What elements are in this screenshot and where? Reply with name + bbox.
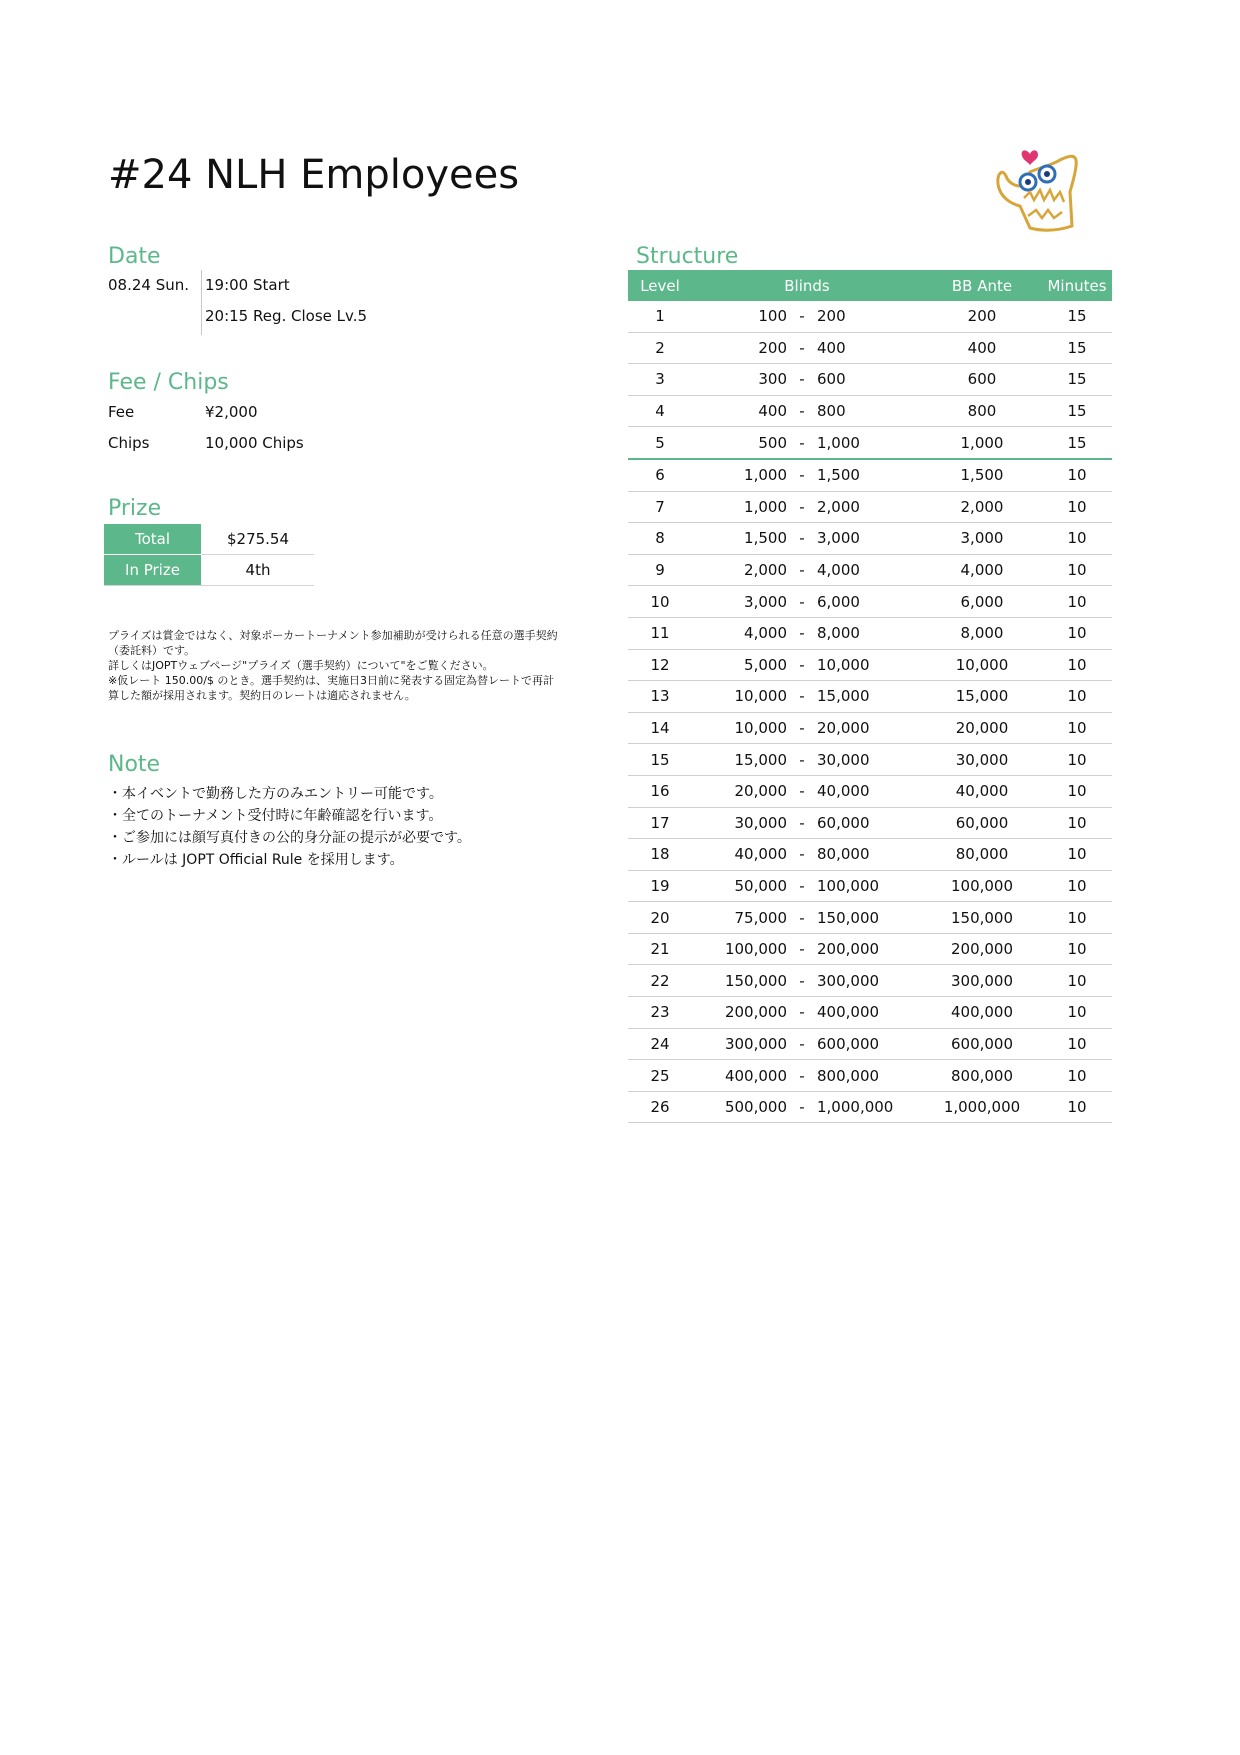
blind-separator: - [787, 681, 817, 713]
small-blind-cell: 400,000 [692, 1060, 787, 1092]
minutes-cell: 10 [1042, 617, 1112, 649]
minutes-cell: 10 [1042, 933, 1112, 965]
reg-close-time: 20:15 Reg. Close Lv.5 [205, 307, 368, 325]
note-item: ・ご参加には顔写真付きの公的身分証の提示が必要です。 [108, 830, 471, 846]
structure-row [628, 681, 1112, 713]
small-blind-cell: 10,000 [692, 681, 787, 713]
blind-separator: - [787, 965, 817, 997]
bb-ante-cell: 1,000,000 [922, 1091, 1042, 1123]
blind-separator: - [787, 775, 817, 807]
small-blind-cell: 75,000 [692, 902, 787, 934]
structure-row [628, 332, 1112, 364]
small-blind-cell: 100,000 [692, 933, 787, 965]
big-blind-cell: 80,000 [817, 839, 922, 871]
level-cell: 2 [628, 332, 692, 364]
big-blind-cell: 600 [817, 364, 922, 396]
mascot-logo [990, 146, 1090, 241]
big-blind-cell: 60,000 [817, 807, 922, 839]
small-blind-cell: 200 [692, 332, 787, 364]
level-cell: 7 [628, 491, 692, 523]
small-blind-cell: 1,000 [692, 459, 787, 491]
big-blind-cell: 4,000 [817, 554, 922, 586]
blind-separator: - [787, 554, 817, 586]
big-blind-cell: 20,000 [817, 712, 922, 744]
blind-separator: - [787, 712, 817, 744]
note-item: ・全てのトーナメント受付時に年齢確認を行います。 [108, 808, 443, 824]
bb-ante-cell: 2,000 [922, 491, 1042, 523]
bb-ante-cell: 80,000 [922, 839, 1042, 871]
blind-separator: - [787, 902, 817, 934]
bb-ante-cell: 150,000 [922, 902, 1042, 934]
bb-ante-cell: 60,000 [922, 807, 1042, 839]
prize-inprize-row [104, 555, 314, 586]
structure-row [628, 775, 1112, 807]
small-blind-cell: 400 [692, 395, 787, 427]
note-list [108, 783, 471, 871]
small-blind-cell: 50,000 [692, 870, 787, 902]
blind-separator: - [787, 364, 817, 396]
blind-separator: - [787, 870, 817, 902]
blind-separator: - [787, 395, 817, 427]
structure-row [628, 301, 1112, 332]
big-blind-cell: 400,000 [817, 997, 922, 1029]
big-blind-cell: 100,000 [817, 870, 922, 902]
bb-ante-cell: 4,000 [922, 554, 1042, 586]
minutes-cell: 10 [1042, 523, 1112, 555]
note-heading: Note [108, 752, 161, 777]
blind-separator: - [787, 523, 817, 555]
big-blind-cell: 6,000 [817, 586, 922, 618]
bb-ante-cell: 200,000 [922, 933, 1042, 965]
fine-print-line: ※仮レート 150.00/$ のとき。選手契約は、実施日3日前に発表する固定為替レートで再計 [108, 674, 554, 687]
structure-heading: Structure [636, 244, 739, 269]
col-minutes: Minutes [1042, 270, 1112, 301]
level-cell: 26 [628, 1091, 692, 1123]
bb-ante-cell: 600,000 [922, 1028, 1042, 1060]
big-blind-cell: 300,000 [817, 965, 922, 997]
structure-row [628, 649, 1112, 681]
level-cell: 1 [628, 301, 692, 332]
blind-separator: - [787, 744, 817, 776]
level-cell: 19 [628, 870, 692, 902]
big-blind-cell: 200 [817, 301, 922, 332]
small-blind-cell: 15,000 [692, 744, 787, 776]
note-item: ・本イベントで勤務した方のみエントリー可能です。 [108, 786, 443, 802]
structure-body [628, 301, 1112, 1123]
small-blind-cell: 500 [692, 427, 787, 459]
level-cell: 22 [628, 965, 692, 997]
minutes-cell: 15 [1042, 364, 1112, 396]
minutes-cell: 10 [1042, 681, 1112, 713]
bb-ante-cell: 1,000 [922, 427, 1042, 459]
small-blind-cell: 150,000 [692, 965, 787, 997]
prize-total-label: Total [104, 524, 202, 555]
minutes-cell: 15 [1042, 395, 1112, 427]
minutes-cell: 15 [1042, 301, 1112, 332]
big-blind-cell: 40,000 [817, 775, 922, 807]
col-level: Level [628, 270, 692, 301]
prize-total-value: $275.54 [202, 524, 315, 555]
structure-header-row [628, 270, 1112, 301]
chips-label: Chips [108, 434, 150, 452]
minutes-cell: 10 [1042, 712, 1112, 744]
structure-row [628, 617, 1112, 649]
structure-row [628, 933, 1112, 965]
structure-row [628, 1060, 1112, 1092]
fine-print-line: 算した額が採用されます。契約日のレートは適応されません。 [108, 689, 416, 702]
blind-separator: - [787, 617, 817, 649]
level-cell: 15 [628, 744, 692, 776]
big-blind-cell: 3,000 [817, 523, 922, 555]
level-cell: 24 [628, 1028, 692, 1060]
minutes-cell: 10 [1042, 1091, 1112, 1123]
blind-separator: - [787, 1091, 817, 1123]
structure-row [628, 491, 1112, 523]
level-cell: 18 [628, 839, 692, 871]
bb-ante-cell: 200 [922, 301, 1042, 332]
small-blind-cell: 200,000 [692, 997, 787, 1029]
bb-ante-cell: 40,000 [922, 775, 1042, 807]
event-date: 08.24 Sun. [108, 276, 190, 294]
structure-row [628, 902, 1112, 934]
bb-ante-cell: 600 [922, 364, 1042, 396]
big-blind-cell: 800,000 [817, 1060, 922, 1092]
prize-total-row [104, 524, 314, 555]
blind-separator: - [787, 332, 817, 364]
level-cell: 4 [628, 395, 692, 427]
prize-fine-print [108, 628, 588, 703]
small-blind-cell: 500,000 [692, 1091, 787, 1123]
big-blind-cell: 150,000 [817, 902, 922, 934]
minutes-cell: 10 [1042, 459, 1112, 491]
big-blind-cell: 30,000 [817, 744, 922, 776]
minutes-cell: 15 [1042, 427, 1112, 459]
minutes-cell: 10 [1042, 839, 1112, 871]
prize-inprize-label: In Prize [104, 555, 202, 586]
structure-row [628, 965, 1112, 997]
chips-value: 10,000 Chips [205, 434, 304, 452]
structure-row [628, 554, 1112, 586]
col-blinds: Blinds [692, 270, 922, 301]
level-cell: 17 [628, 807, 692, 839]
structure-row [628, 712, 1112, 744]
fee-chips-heading: Fee / Chips [108, 370, 229, 395]
structure-row [628, 839, 1112, 871]
small-blind-cell: 300 [692, 364, 787, 396]
date-divider [201, 270, 202, 335]
start-time: 19:00 Start [205, 276, 290, 294]
structure-table [628, 270, 1112, 1123]
minutes-cell: 10 [1042, 744, 1112, 776]
structure-row [628, 427, 1112, 459]
bb-ante-cell: 8,000 [922, 617, 1042, 649]
small-blind-cell: 300,000 [692, 1028, 787, 1060]
bb-ante-cell: 800,000 [922, 1060, 1042, 1092]
minutes-cell: 10 [1042, 902, 1112, 934]
structure-row [628, 1028, 1112, 1060]
big-blind-cell: 1,500 [817, 459, 922, 491]
minutes-cell: 10 [1042, 491, 1112, 523]
blind-separator: - [787, 1028, 817, 1060]
minutes-cell: 10 [1042, 1028, 1112, 1060]
fine-print-line: プライズは賞金ではなく、対象ポーカートーナメント参加補助が受けられる任意の選手契約 [108, 629, 558, 642]
big-blind-cell: 1,000,000 [817, 1091, 922, 1123]
structure-row [628, 364, 1112, 396]
minutes-cell: 10 [1042, 586, 1112, 618]
fine-print-line: 詳しくはJOPTウェブページ"プライズ（選手契約）について"をご覧ください。 [108, 659, 494, 672]
structure-row [628, 997, 1112, 1029]
blind-separator: - [787, 1060, 817, 1092]
bb-ante-cell: 6,000 [922, 586, 1042, 618]
small-blind-cell: 5,000 [692, 649, 787, 681]
bb-ante-cell: 30,000 [922, 744, 1042, 776]
structure-row [628, 744, 1112, 776]
level-cell: 13 [628, 681, 692, 713]
big-blind-cell: 2,000 [817, 491, 922, 523]
structure-row [628, 395, 1112, 427]
bb-ante-cell: 1,500 [922, 459, 1042, 491]
big-blind-cell: 600,000 [817, 1028, 922, 1060]
small-blind-cell: 2,000 [692, 554, 787, 586]
bb-ante-cell: 20,000 [922, 712, 1042, 744]
prize-heading: Prize [108, 496, 162, 521]
blind-separator: - [787, 586, 817, 618]
big-blind-cell: 1,000 [817, 427, 922, 459]
small-blind-cell: 4,000 [692, 617, 787, 649]
blind-separator: - [787, 839, 817, 871]
bb-ante-cell: 10,000 [922, 649, 1042, 681]
date-heading: Date [108, 244, 161, 269]
small-blind-cell: 20,000 [692, 775, 787, 807]
level-cell: 21 [628, 933, 692, 965]
minutes-cell: 15 [1042, 332, 1112, 364]
bb-ante-cell: 400,000 [922, 997, 1042, 1029]
minutes-cell: 10 [1042, 1060, 1112, 1092]
structure-row [628, 807, 1112, 839]
level-cell: 11 [628, 617, 692, 649]
blind-separator: - [787, 997, 817, 1029]
bb-ante-cell: 400 [922, 332, 1042, 364]
small-blind-cell: 10,000 [692, 712, 787, 744]
level-cell: 9 [628, 554, 692, 586]
big-blind-cell: 800 [817, 395, 922, 427]
fine-print-line: （委託料）です。 [108, 644, 196, 657]
small-blind-cell: 3,000 [692, 586, 787, 618]
big-blind-cell: 10,000 [817, 649, 922, 681]
col-bb-ante: BB Ante [922, 270, 1042, 301]
blind-separator: - [787, 807, 817, 839]
blind-separator: - [787, 491, 817, 523]
fee-label: Fee [108, 403, 135, 421]
structure-row [628, 1091, 1112, 1123]
structure-row [628, 870, 1112, 902]
level-cell: 8 [628, 523, 692, 555]
blind-separator: - [787, 301, 817, 332]
bb-ante-cell: 100,000 [922, 870, 1042, 902]
minutes-cell: 10 [1042, 807, 1112, 839]
minutes-cell: 10 [1042, 554, 1112, 586]
big-blind-cell: 200,000 [817, 933, 922, 965]
small-blind-cell: 100 [692, 301, 787, 332]
level-cell: 20 [628, 902, 692, 934]
minutes-cell: 10 [1042, 997, 1112, 1029]
small-blind-cell: 1,000 [692, 491, 787, 523]
level-cell: 3 [628, 364, 692, 396]
level-cell: 12 [628, 649, 692, 681]
bb-ante-cell: 15,000 [922, 681, 1042, 713]
fee-value: ¥2,000 [205, 403, 258, 421]
blind-separator: - [787, 933, 817, 965]
blind-separator: - [787, 649, 817, 681]
prize-inprize-value: 4th [202, 555, 315, 586]
minutes-cell: 10 [1042, 775, 1112, 807]
small-blind-cell: 30,000 [692, 807, 787, 839]
big-blind-cell: 15,000 [817, 681, 922, 713]
structure-row [628, 586, 1112, 618]
big-blind-cell: 400 [817, 332, 922, 364]
level-cell: 10 [628, 586, 692, 618]
note-item: ・ルールは JOPT Official Rule を採用します。 [108, 852, 404, 868]
minutes-cell: 10 [1042, 649, 1112, 681]
level-cell: 25 [628, 1060, 692, 1092]
bb-ante-cell: 3,000 [922, 523, 1042, 555]
level-cell: 5 [628, 427, 692, 459]
bb-ante-cell: 300,000 [922, 965, 1042, 997]
blind-separator: - [787, 427, 817, 459]
bb-ante-cell: 800 [922, 395, 1042, 427]
small-blind-cell: 1,500 [692, 523, 787, 555]
level-cell: 16 [628, 775, 692, 807]
prize-table [104, 524, 314, 586]
page-title: #24 NLH Employees [108, 152, 520, 198]
level-cell: 6 [628, 459, 692, 491]
small-blind-cell: 40,000 [692, 839, 787, 871]
level-cell: 23 [628, 997, 692, 1029]
level-cell: 14 [628, 712, 692, 744]
structure-row [628, 459, 1112, 491]
minutes-cell: 10 [1042, 870, 1112, 902]
structure-row [628, 523, 1112, 555]
big-blind-cell: 8,000 [817, 617, 922, 649]
blind-separator: - [787, 459, 817, 491]
minutes-cell: 10 [1042, 965, 1112, 997]
